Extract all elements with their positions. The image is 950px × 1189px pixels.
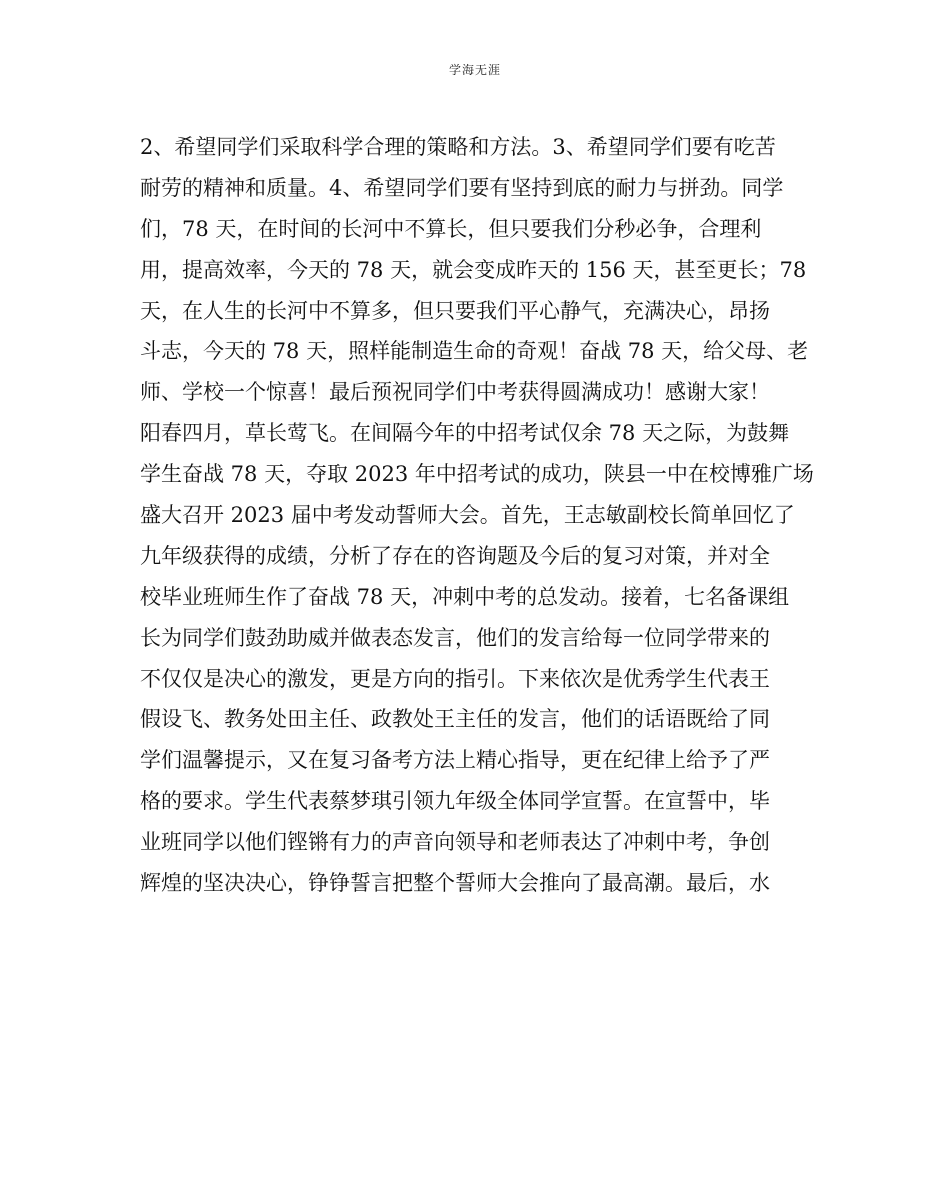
- text-line: 长为同学们鼓劲助威并做表态发言，他们的发言给每一位同学带来的: [140, 625, 770, 650]
- text-line: 辉煌的坚决决心，铮铮誓言把整个誓师大会推向了最高潮。最后，水: [140, 871, 770, 896]
- text-line: 用，提高效率，今天的 78 天，就会变成昨天的 156 天，甚至更长；78: [140, 257, 807, 282]
- text-line: 格的要求。学生代表蔡梦琪引领九年级全体同学宣誓。在宣誓中，毕: [140, 789, 770, 814]
- document-body: [140, 127, 812, 904]
- text-line: 天，在人生的长河中不算多，但只要我们平心静气，充满决心，昂扬: [140, 298, 770, 323]
- text-line: 九年级获得的成绩，分析了存在的咨询题及今后的复习对策，并对全: [140, 543, 770, 568]
- text-line: 不仅仅是决心的激发，更是方向的指引。下来依次是优秀学生代表王: [140, 666, 770, 691]
- page-header: 学海无涯: [448, 63, 501, 77]
- text-line: 学们温馨提示，又在复习备考方法上精心指导，更在纪律上给予了严: [140, 748, 770, 773]
- text-line: 阳春四月，草长莺飞。在间隔今年的中招考试仅余 78 天之际，为鼓舞: [140, 421, 790, 446]
- text-line: 师、学校一个惊喜！最后预祝同学们中考获得圆满成功！感谢大家！: [140, 380, 770, 405]
- text-line: 耐劳的精神和质量。4、希望同学们要有坚持到底的耐力与拼劲。同学: [140, 175, 784, 200]
- text-line: 校毕业班师生作了奋战 78 天，冲刺中考的总发动。接着，七名备课组: [140, 584, 790, 609]
- text-line: 们，78 天，在时间的长河中不算长，但只要我们分秒必争，合理利: [140, 216, 762, 241]
- text-line: 斗志，今天的 78 天，照样能制造生命的奇观！奋战 78 天，给父母、老: [140, 339, 809, 364]
- text-line: 假设飞、教务处田主任、政教处王主任的发言，他们的话语既给了同: [140, 707, 770, 732]
- text-line: 盛大召开 2023 届中考发动誓师大会。首先，王志敏副校长简单回忆了: [140, 503, 795, 528]
- text-line: 学生奋战 78 天，夺取 2023 年中招考试的成功，陕县一中在校博雅广场: [140, 462, 814, 487]
- text-line: 业班同学以他们铿锵有力的声音向领导和老师表达了冲刺中考，争创: [140, 830, 770, 855]
- text-line: 2、希望同学们采取科学合理的策略和方法。3、希望同学们要有吃苦: [140, 135, 776, 159]
